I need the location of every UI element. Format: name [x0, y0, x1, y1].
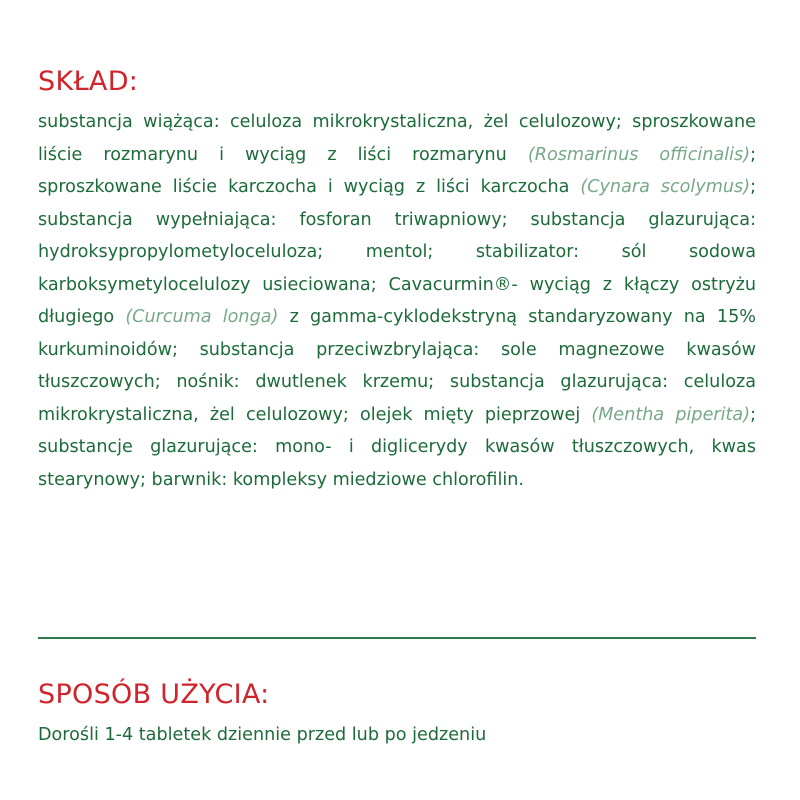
usage-text: Dorośli 1-4 tabletek dziennie przed lub po jedzeniu — [38, 725, 487, 745]
ingredients-part-2: ; sproszkowane liście karczocha i wyciąg z liści karczocha — [38, 144, 756, 197]
usage-section — [38, 679, 756, 752]
composition-section — [38, 62, 756, 496]
latin-name-cynara: (Cynara scolymus) — [580, 177, 751, 197]
section-divider — [38, 637, 756, 639]
ingredients-part-4: z gamma-cyklodekstryną standaryzowany na 15% kurkuminoidów; substancja przeciwzbrylająca: sole magnezowe kwasów tłuszczowych; nośnik: dwutlenek krzemu; substancja glazurująca: celuloza mikrokrystaliczna, żel celulozowy; olejek mięty pieprzowej — [38, 307, 756, 425]
composition-heading: SKŁAD: — [38, 66, 139, 97]
usage-heading: SPOSÓB UŻYCIA: — [38, 679, 270, 710]
ingredients-part-5: ; substancje glazurujące: mono- i diglicerydy kwasów tłuszczowych, kwas stearynowy; barwnik: kompleksy miedziowe chlorofilin. — [38, 404, 757, 490]
latin-name-mentha: (Mentha piperita) — [591, 404, 751, 425]
latin-name-curcuma: (Curcuma longa) — [125, 307, 279, 327]
ingredients-part-1: substancja wiążąca: celuloza mikrokrystaliczna, żel celulozowy; sproszkowane liście rozmarynu i wyciąg z liści rozmarynu — [38, 112, 756, 165]
ingredients-part-3: ; substancja wypełniająca: fosforan triwapniowy; substancja glazurująca: hydroksypropylometyloceluloza; mentol; stabilizator: sól sodowa karboksymetylocelulozy usieciowana; Cavacurmin®- wyciąg z kłączy ostryżu długiego — [38, 177, 756, 327]
latin-name-rosmarinus: (Rosmarinus officinalis) — [527, 144, 751, 165]
composition-text — [38, 106, 756, 496]
